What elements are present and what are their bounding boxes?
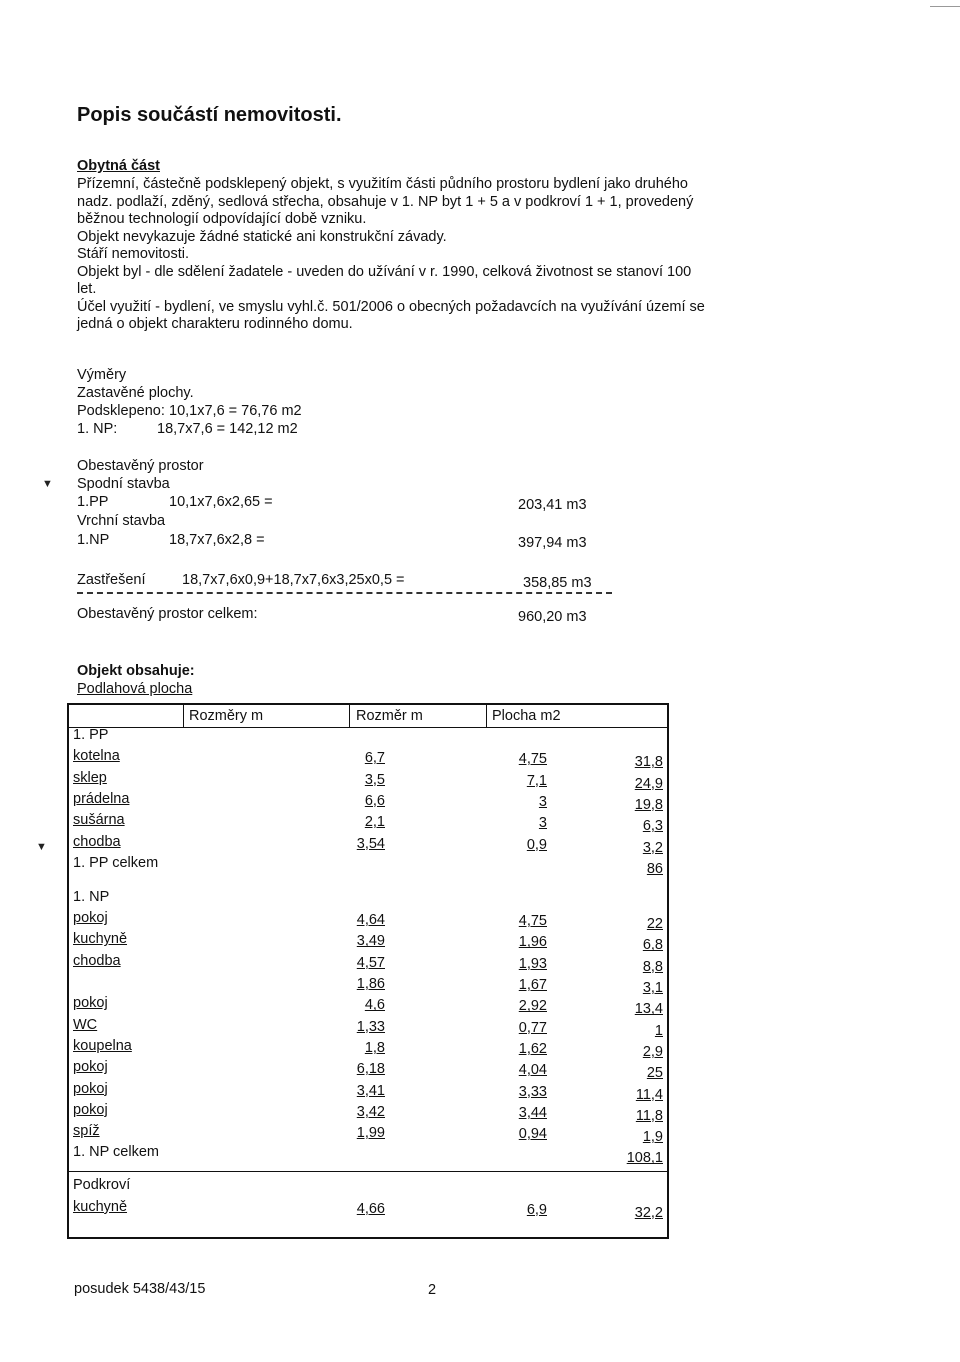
scan-line [930, 6, 960, 7]
cell-area: 6,8 [642, 937, 663, 954]
arrow-mark-icon: ▼ [42, 478, 53, 490]
table-separator [69, 1171, 667, 1172]
desc-line: Objekt nevykazuje žádné statické ani konstrukční závady. [77, 228, 447, 245]
row-label: kuchyně [73, 931, 128, 948]
row-label: chodba [73, 833, 121, 850]
vrchni-stavba: Vrchní stavba [77, 513, 166, 529]
section-row [69, 727, 667, 748]
cell-dim-b: 0,9 [526, 836, 547, 853]
table-row [69, 931, 667, 952]
cell-dim-b: 6,9 [526, 1201, 547, 1218]
cell-dim-b: 3,33 [518, 1083, 547, 1100]
cell-dim-b: 3 [538, 815, 547, 832]
np-calc-2: 18,7x7,6x2,8 = [169, 532, 265, 548]
table-row [69, 1081, 667, 1102]
cell-area: 13,4 [634, 1001, 663, 1018]
np-calc: 18,7x7,6 = 142,12 m2 [157, 421, 298, 437]
cell-dim-a: 2,1 [364, 814, 385, 831]
row-label: sušárna [73, 812, 125, 829]
row-label: pokoj [73, 995, 108, 1012]
cell-dim-a: 1,33 [356, 1018, 385, 1035]
header-rozmery: Rozměry m [189, 708, 264, 724]
row-label: sklep [73, 769, 107, 786]
cell-area: 11,8 [635, 1107, 663, 1124]
zastavene-plochy: Zastavěné plochy. [77, 385, 194, 401]
cell-dim-a: 6,18 [356, 1061, 385, 1078]
cell-dim-b: 0,94 [518, 1126, 547, 1143]
cell-dim-b: 4,75 [518, 913, 547, 930]
cell-dim-b: 1,67 [518, 977, 547, 994]
desc-line: Účel využití - bydlení, ve smyslu vyhl.č. 501/2006 o obecných požadavcích na využívání území se [77, 298, 705, 315]
row-label: pokoj [73, 1080, 108, 1097]
table-row [69, 1038, 667, 1059]
table-row [69, 1123, 667, 1144]
cell-dim-b: 1,62 [518, 1040, 547, 1057]
desc-line: let. [77, 281, 97, 297]
page-number: 2 [428, 1282, 437, 1298]
cell-dim-b: 2,92 [518, 998, 547, 1015]
cell-area: 86 [646, 860, 663, 877]
desc-line: nadz. podlaží, zděný, sedlová střecha, obsahuje v 1. NP byt 1 + 5 a v podkroví 1 + 1, provedený [77, 193, 694, 210]
cell-dim-b: 4,75 [518, 751, 547, 768]
section-row [69, 889, 667, 910]
desc-line: Stáří nemovitosti. [77, 246, 190, 262]
total-row [69, 1144, 667, 1165]
cell-area: 19,8 [634, 796, 663, 813]
table-row [69, 748, 667, 769]
zastreseni-calc: 18,7x7,6x0,9+18,7x7,6x3,25x0,5 = [182, 572, 405, 588]
obestaveny-heading: Obestavěný prostor [77, 458, 204, 474]
row-label: pokoj [73, 1059, 108, 1076]
row-label: prádelna [73, 790, 130, 807]
cell-dim-b: 4,04 [518, 1062, 547, 1079]
table-header [69, 705, 667, 728]
podsklepeno-label: Podsklepeno: [77, 403, 165, 419]
cell-area: 25 [646, 1065, 663, 1082]
row-label: Podkroví [73, 1177, 131, 1194]
np-value: 397,94 m3 [518, 535, 587, 551]
row-label: pokoj [73, 1101, 108, 1118]
obsahuje-heading: Objekt obsahuje: [77, 663, 195, 679]
section-heading-obytna: Obytná část [77, 158, 160, 174]
table-row [69, 1199, 667, 1220]
podlahova-plocha: Podlahová plocha [77, 681, 193, 697]
cell-dim-b: 7,1 [526, 772, 547, 789]
cell-area: 22 [646, 916, 663, 933]
table-row [69, 1059, 667, 1080]
cell-dim-a: 3,54 [356, 835, 385, 852]
cell-area: 2,9 [642, 1043, 663, 1060]
np-label: 1. NP: [77, 421, 118, 437]
cell-area: 3,1 [642, 980, 663, 997]
cell-dim-a: 1,99 [356, 1125, 385, 1142]
np-label-2: 1.NP [77, 532, 110, 548]
obytna-description [77, 176, 807, 334]
table-row [69, 995, 667, 1016]
desc-line: jedná o objekt charakteru rodinného domu. [77, 316, 353, 332]
cell-dim-b: 0,77 [518, 1019, 547, 1036]
table-row [69, 791, 667, 812]
cell-area: 24,9 [634, 775, 663, 792]
zastreseni-value: 358,85 m3 [523, 575, 592, 591]
cell-dim-b: 1,96 [518, 934, 547, 951]
dashed-divider [77, 592, 612, 594]
cell-area: 108,1 [626, 1150, 663, 1167]
cell-dim-a: 4,66 [356, 1200, 385, 1217]
row-label: 1. NP celkem [73, 1144, 159, 1161]
footer-ref: posudek 5438/43/15 [74, 1281, 206, 1297]
row-label: 1. PP celkem [73, 854, 159, 871]
cell-dim-a: 4,57 [356, 954, 385, 971]
cell-dim-a: 3,42 [356, 1103, 385, 1120]
row-label: 1. PP [73, 727, 109, 743]
cell-area: 3,2 [642, 839, 663, 856]
row-label: kotelna [73, 748, 120, 765]
cell-area: 1 [654, 1022, 663, 1039]
table-row [69, 974, 667, 995]
row-label: koupelna [73, 1037, 132, 1054]
row-label: chodba [73, 952, 121, 969]
arrow-mark-icon: ▼ [36, 841, 47, 853]
pp-value: 203,41 m3 [518, 497, 587, 513]
desc-line: běžnou technologií odpovídající době vzniku. [77, 211, 367, 227]
row-label: WC [73, 1016, 98, 1033]
cell-area: 6,3 [642, 818, 663, 835]
header-rozmer: Rozměr m [356, 708, 423, 724]
area-table [67, 703, 669, 1239]
cell-area: 32,2 [634, 1204, 663, 1221]
page-title: Popis součástí nemovitosti. [77, 104, 342, 126]
table-row [69, 812, 667, 833]
cell-dim-a: 1,8 [364, 1039, 385, 1056]
header-plocha: Plocha m2 [492, 708, 561, 724]
cell-dim-a: 4,6 [364, 997, 385, 1014]
desc-line: Přízemní, částečně podsklepený objekt, s využitím části půdního prostoru bydlení jako druhého [77, 176, 688, 192]
row-label: pokoj [73, 910, 108, 927]
celkem-value: 960,20 m3 [518, 609, 587, 625]
pp-label: 1.PP [77, 494, 109, 510]
pp-calc: 10,1x7,6x2,65 = [169, 494, 273, 510]
spodni-stavba: Spodní stavba [77, 476, 170, 492]
cell-area: 8,8 [642, 958, 663, 975]
cell-area: 11,4 [635, 1086, 663, 1103]
table-row [69, 834, 667, 855]
row-label: spíž [73, 1123, 100, 1140]
table-row [69, 1102, 667, 1123]
row-label: kuchyně [73, 1198, 128, 1215]
zastreseni-label: Zastřešení [77, 572, 146, 588]
cell-dim-a: 4,64 [356, 912, 385, 929]
cell-dim-b: 3,44 [518, 1104, 547, 1121]
cell-area: 1,9 [642, 1129, 663, 1146]
cell-dim-b: 3 [538, 793, 547, 810]
cell-area: 31,8 [634, 754, 663, 771]
cell-dim-a: 6,7 [364, 750, 385, 767]
total-row [69, 855, 667, 876]
table-row [69, 910, 667, 931]
cell-dim-a: 3,5 [364, 771, 385, 788]
table-row [69, 770, 667, 791]
cell-dim-b: 1,93 [518, 955, 547, 972]
cell-dim-a: 6,6 [364, 792, 385, 809]
celkem-label: Obestavěný prostor celkem: [77, 606, 258, 622]
vymery-heading: Výměry [77, 367, 127, 383]
cell-dim-a: 1,86 [356, 976, 385, 993]
cell-dim-a: 3,49 [356, 933, 385, 950]
cell-dim-a: 3,41 [356, 1082, 385, 1099]
podsklepeno-calc: 10,1x7,6 = 76,76 m2 [169, 403, 302, 419]
row-label: 1. NP [73, 888, 110, 905]
table-row [69, 953, 667, 974]
desc-line: Objekt byl - dle sdělení žadatele - uveden do užívání v r. 1990, celková životnost se stanoví 100 [77, 263, 692, 280]
section-row [69, 1177, 667, 1198]
table-row [69, 1017, 667, 1038]
